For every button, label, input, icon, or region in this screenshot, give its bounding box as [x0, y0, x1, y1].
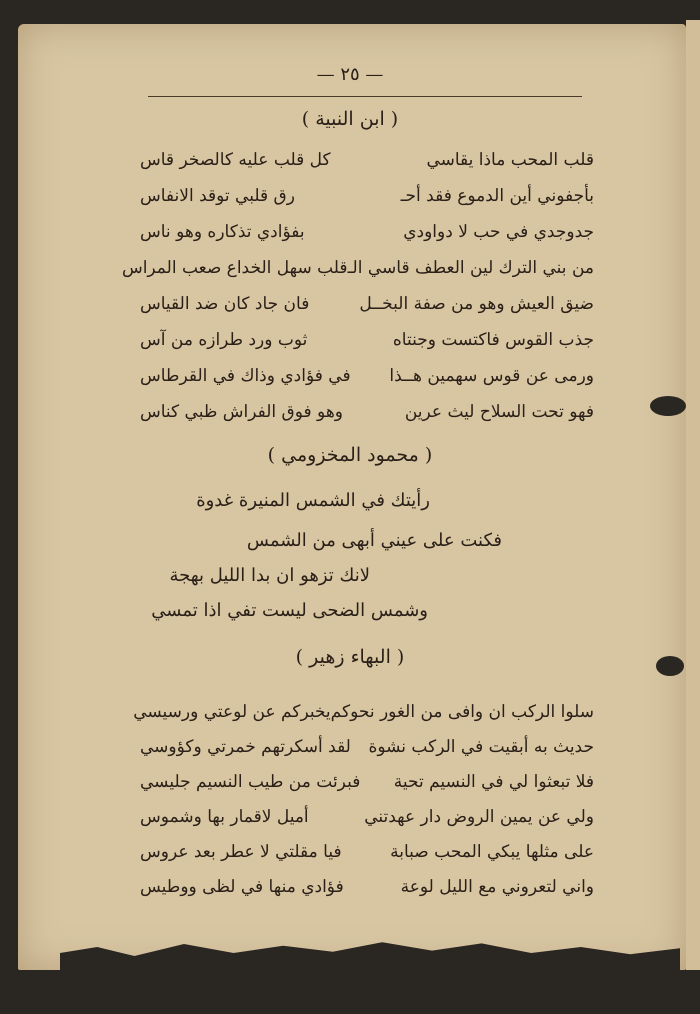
- hemistich-second: يخبركم عن لوعتي ورسيسي: [133, 702, 331, 722]
- verse-row: [140, 144, 594, 176]
- hemistich-first: سلوا الركب ان وافى من الغور نحوكم: [330, 702, 594, 722]
- section-heading: ( البهاء زهير ): [295, 646, 405, 668]
- verse-row: [121, 252, 594, 284]
- hemistich-second: بفؤادي تذكاره وهو ناس: [140, 222, 305, 242]
- hemistich-second: فبرئت من طيب النسيم جليسي: [140, 772, 361, 792]
- verse-row: [140, 731, 594, 763]
- verse-row: [140, 288, 594, 320]
- hemistich-second: فؤادي منها في لظى ووطيس: [140, 877, 344, 897]
- verse-row: [140, 324, 594, 356]
- section-heading: ( ابن النبية ): [301, 108, 399, 130]
- hemistich-second: لقد أسكرتهم خمرتي وكؤوسي: [140, 737, 351, 757]
- poem-line: لانك تزهو ان بدا الليل بهجة: [169, 565, 370, 586]
- verse-row: [140, 871, 594, 903]
- hemistich-first: قلب المحب ماذا يقاسي: [426, 150, 594, 170]
- verse-row: [140, 836, 594, 868]
- next-page-edge: [686, 20, 700, 970]
- hemistich-first: فهو تحت السلاح ليث عرين: [404, 402, 594, 422]
- hemistich-first: ضيق العيش وهو من صفة البخــل: [359, 294, 594, 314]
- hemistich-second: رق قلبي توقد الانفاس: [140, 186, 295, 206]
- verse-row: [140, 766, 594, 798]
- hemistich-first: جدوجدي في حب لا دواودي: [403, 222, 594, 242]
- page-number: — ٢٥ —: [316, 64, 384, 85]
- hemistich-first: حديث به أبقيت في الركب نشوة: [368, 737, 594, 757]
- hemistich-second: فان جاد كان ضد القياس: [140, 294, 310, 314]
- verse-row: [140, 216, 594, 248]
- verse-row: [133, 696, 594, 728]
- hemistich-first: بأجفوني أين الدموع فقد أحـ: [400, 186, 594, 206]
- hemistich-second: أميل لاقمار بها وشموس: [140, 807, 309, 827]
- hemistich-first: ورمى عن قوس سهمين هــذا: [389, 366, 594, 386]
- hemistich-second: كل قلب عليه كالصخر قاس: [140, 150, 331, 170]
- poem-line: رأيتك في الشمس المنيرة غدوة: [196, 490, 430, 511]
- hemistich-second: في فؤادي وذاك في القرطاس: [140, 366, 351, 386]
- header-rule: [148, 96, 582, 97]
- hemistich-first: واني لتعروني مع الليل لوعة: [400, 877, 594, 897]
- hemistich-first: على مثلها يبكي المحب صبابة: [390, 842, 594, 862]
- hemistich-second: وهو فوق الفراش ظبي كناس: [140, 402, 344, 422]
- poem-line: وشمس الضحى ليست تفي اذا تمسي: [151, 600, 428, 621]
- hemistich-first: ولي عن يمين الروض دار عهدتني: [364, 807, 594, 827]
- hemistich-second: فيا مقلتي لا عطر بعد عروس: [140, 842, 342, 862]
- page-damage-hole: [650, 396, 686, 416]
- verse-row: [140, 360, 594, 392]
- hemistich-first: فلا تبعثوا لي في النسيم تحية: [393, 772, 594, 792]
- hemistich-first: من بني الترك لين العطف قاسي الـ: [347, 258, 594, 278]
- verse-row: [140, 801, 594, 833]
- verse-row: [140, 180, 594, 212]
- section-heading: ( محمود المخزومي ): [267, 444, 433, 466]
- poem-line: فكنت على عيني أبهى من الشمس: [246, 530, 502, 551]
- hemistich-second: ثوب ورد طرازه من آس: [140, 330, 308, 350]
- verse-row: [140, 396, 594, 428]
- hemistich-first: جذب القوس فاكتست وجنتاه: [392, 330, 594, 350]
- hemistich-second: قلب سهل الخداع صعب المراس: [121, 258, 348, 278]
